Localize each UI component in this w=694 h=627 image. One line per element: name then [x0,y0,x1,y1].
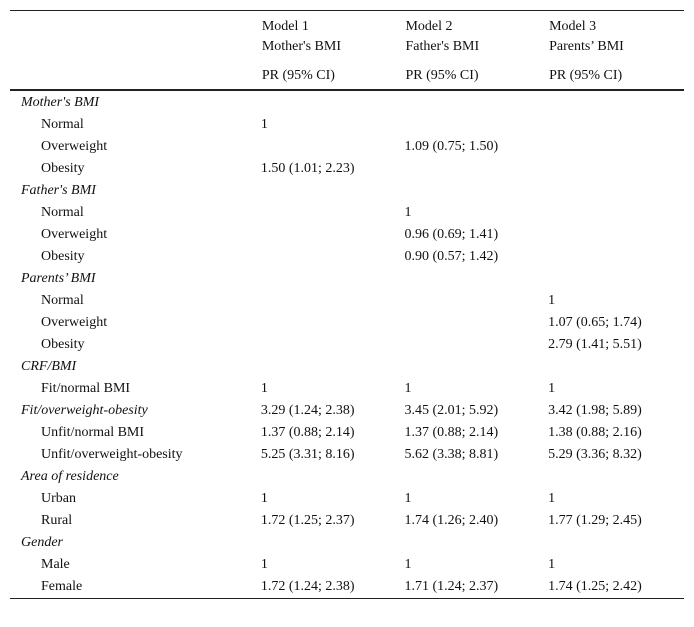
section-label: Mother's BMI [21,95,100,110]
model-3-value [548,246,684,268]
section-label: Parents’ BMI [21,271,96,286]
row-label: Normal [41,117,84,132]
model-3-value [548,356,684,378]
model-2-value [404,312,548,334]
row-label: Obesity [41,161,85,176]
header-empty-cell [10,11,261,38]
model-1-value: 1.37 (0.88; 2.14) [260,425,355,440]
model-3-value [548,136,684,158]
table-row [10,554,684,576]
model-1-value [261,334,405,356]
row-label: Obesity [41,337,85,352]
model-2-value: 5.62 (3.38; 8.81) [404,447,499,462]
model-1-value: 3.29 (1.24; 2.38) [260,403,355,418]
model-2-value [404,268,548,290]
table-row [10,488,684,510]
table-row [10,510,684,532]
model-2-value: 1.74 (1.26; 2.40) [404,513,499,528]
header-model-1-metric: PR (95% CI) [261,68,335,83]
section-row [10,268,684,290]
row-label: Normal [41,205,84,220]
model-2-value [404,158,548,180]
model-3-value [548,532,684,554]
section-label: Gender [21,535,63,550]
table-row [10,312,684,334]
model-2-value [404,466,548,488]
header-model-2-subtitle: Father's BMI [405,39,480,54]
table-row [10,114,684,136]
header-model-3-subtitle: Parents’ BMI [549,39,624,54]
row-label: Normal [41,293,84,308]
row-label: Unfit/overweight-obesity [41,447,183,462]
model-1-value: 1 [260,491,268,506]
model-1-value: 1.72 (1.24; 2.38) [260,579,355,594]
model-3-value: 1 [548,381,556,396]
model-2-value: 1 [404,557,412,572]
model-3-value [548,268,684,290]
table-row [10,158,684,180]
table-row [10,444,684,466]
model-2-value: 1 [404,205,412,220]
results-table-container [10,10,684,599]
model-1-value: 5.25 (3.31; 8.16) [260,447,355,462]
model-1-value [261,224,405,246]
section-row [10,532,684,554]
header-model-2-metric: PR (95% CI) [405,68,479,83]
model-3-value: 5.29 (3.36; 8.32) [548,447,642,462]
header-empty-cell [10,37,261,57]
header-model-3-metric: PR (95% CI) [549,68,623,83]
model-2-value: 3.45 (2.01; 5.92) [404,403,499,418]
model-3-value: 1 [548,293,556,308]
section-label: Father's BMI [21,183,96,198]
table-row [10,334,684,356]
model-3-value: 1.07 (0.65; 1.74) [548,315,642,330]
section-row [10,356,684,378]
section-label: Fit/overweight-obesity [21,403,148,418]
model-2-value [404,90,548,114]
model-3-value [548,466,684,488]
model-2-value: 0.90 (0.57; 1.42) [404,249,499,264]
row-label: Female [41,579,83,594]
table-row [10,202,684,224]
model-1-value [261,180,405,202]
header-row-model-subtitles [10,37,684,57]
header-empty-cell [10,57,261,90]
section-row [10,180,684,202]
model-1-value [261,532,405,554]
model-2-value: 0.96 (0.69; 1.41) [404,227,499,242]
model-3-value: 1.38 (0.88; 2.16) [548,425,642,440]
row-label: Overweight [41,139,108,154]
section-label: Area of residence [21,469,119,484]
section-row [10,466,684,488]
model-1-value: 1.72 (1.25; 2.37) [260,513,355,528]
model-1-value [261,246,405,268]
section-row [10,90,684,114]
model-2-value [404,180,548,202]
model-1-value: 1 [260,117,268,132]
model-3-value: 1 [548,491,556,506]
header-row-metrics [10,57,684,90]
model-2-value [404,334,548,356]
row-label: Male [41,557,70,572]
table-body [10,90,684,599]
model-2-value: 1 [404,491,412,506]
table-row [10,246,684,268]
model-3-value [548,90,684,114]
table-row [10,290,684,312]
results-table [10,10,684,599]
model-3-value: 1.74 (1.25; 2.42) [548,579,642,594]
row-label: Unfit/normal BMI [41,425,145,440]
model-1-value [261,268,405,290]
model-1-value [261,312,405,334]
row-label: Rural [41,513,73,528]
model-1-value [261,90,405,114]
header-model-2-name: Model 2 [405,19,453,34]
model-2-value [404,532,548,554]
model-3-value [548,180,684,202]
model-1-value: 1.50 (1.01; 2.23) [260,161,355,176]
row-label: Fit/normal BMI [41,381,131,396]
model-1-value [261,202,405,224]
model-2-value [404,356,548,378]
model-2-value [404,290,548,312]
model-1-value [261,466,405,488]
model-2-value: 1 [404,381,412,396]
model-2-value: 1.09 (0.75; 1.50) [404,139,499,154]
model-3-value [548,224,684,246]
model-3-value [548,202,684,224]
header-row-model-names [10,11,684,38]
model-1-value [261,290,405,312]
model-3-value: 1.77 (1.29; 2.45) [548,513,642,528]
section-row [10,400,684,422]
table-header [10,11,684,91]
model-3-value: 3.42 (1.98; 5.89) [548,403,642,418]
row-label: Obesity [41,249,85,264]
row-label: Overweight [41,227,108,242]
table-row [10,422,684,444]
model-1-value: 1 [260,381,268,396]
row-label: Overweight [41,315,108,330]
model-2-value: 1.71 (1.24; 2.37) [404,579,499,594]
model-3-value [548,158,684,180]
header-model-1-subtitle: Mother's BMI [261,39,341,54]
model-3-value: 1 [548,557,556,572]
table-row [10,378,684,400]
model-3-value [548,114,684,136]
model-1-value: 1 [260,557,268,572]
header-model-3-name: Model 3 [549,19,597,34]
table-row [10,576,684,599]
model-2-value: 1.37 (0.88; 2.14) [404,425,499,440]
table-row [10,136,684,158]
model-2-value [404,114,548,136]
table-row [10,224,684,246]
model-1-value [261,356,405,378]
row-label: Urban [41,491,76,506]
header-model-1-name: Model 1 [261,19,309,34]
section-label: CRF/BMI [21,359,77,374]
model-3-value: 2.79 (1.41; 5.51) [548,337,642,352]
model-1-value [261,136,405,158]
